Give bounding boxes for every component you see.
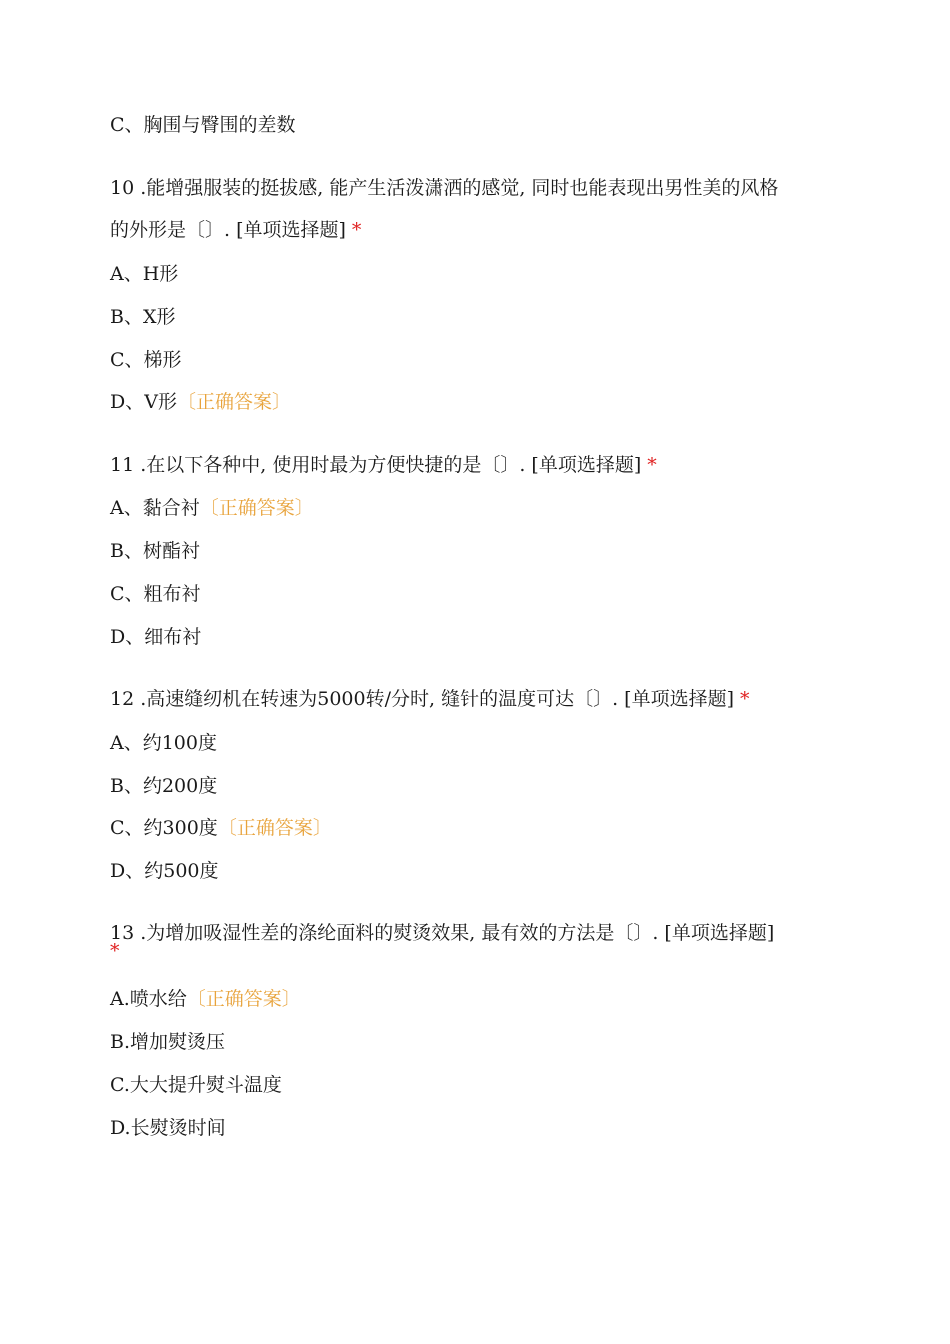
option-b[interactable] bbox=[110, 539, 200, 563]
option-c[interactable] bbox=[110, 582, 201, 606]
option-b[interactable] bbox=[110, 1030, 225, 1054]
option-text: B、树酯衬 bbox=[110, 540, 200, 562]
option-b[interactable] bbox=[110, 305, 176, 329]
option-c[interactable] bbox=[110, 348, 182, 372]
option-text: B、约200度 bbox=[110, 775, 218, 797]
option-d[interactable] bbox=[110, 390, 291, 414]
question-text: 13 .为增加吸湿性差的涤纶面料的熨烫效果, 最有效的方法是〔〕. [单项选择题] bbox=[110, 922, 775, 944]
question-text: 10 .能增强服装的挺拔感, 能产生活泼潇洒的感觉, 同时也能表现出男性美的风格 bbox=[110, 177, 779, 199]
option-a[interactable] bbox=[110, 496, 314, 520]
correct-answer-tag: 〔正确答案〕 bbox=[176, 391, 291, 413]
option-d[interactable] bbox=[110, 859, 219, 883]
correct-answer-tag: 〔正确答案〕 bbox=[199, 497, 314, 519]
option-text: A、约100度 bbox=[110, 732, 217, 754]
correct-answer-tag: 〔正确答案〕 bbox=[217, 817, 332, 839]
option-b[interactable] bbox=[110, 774, 217, 798]
question-text: 12 .高速缝纫机在转速为5000转/分时, 缝针的温度可达〔〕. [单项选择题] bbox=[110, 688, 734, 710]
option-text: B、X形 bbox=[110, 306, 176, 328]
option-c[interactable] bbox=[110, 1073, 282, 1097]
option-text: C、胸围与臀围的差数 bbox=[110, 114, 296, 136]
option-text: A.喷水给 bbox=[110, 988, 187, 1010]
correct-answer-tag: 〔正确答案〕 bbox=[186, 988, 301, 1010]
option-text: A、H形 bbox=[110, 263, 179, 285]
question-11-text bbox=[110, 450, 657, 477]
option-text: D、V形 bbox=[110, 391, 177, 413]
option-text: A、黏合衬 bbox=[110, 497, 200, 519]
question-12-text bbox=[110, 684, 750, 711]
option-text: B.增加熨烫压 bbox=[110, 1031, 226, 1053]
option-text: D.长熨烫时间 bbox=[110, 1117, 226, 1139]
option-text: C、梯形 bbox=[110, 349, 182, 371]
option-c[interactable] bbox=[110, 816, 332, 840]
required-mark: * bbox=[351, 219, 362, 241]
option-a[interactable] bbox=[110, 262, 178, 286]
question-13-text bbox=[110, 918, 774, 945]
option-a[interactable] bbox=[110, 987, 301, 1011]
option-text: C、粗布衬 bbox=[110, 583, 201, 605]
option-text: C.大大提升熨斗温度 bbox=[110, 1074, 282, 1096]
question-10-text bbox=[110, 173, 778, 200]
required-mark: * bbox=[647, 454, 657, 476]
question-13-required bbox=[110, 940, 120, 962]
option-d[interactable] bbox=[110, 625, 201, 649]
question-10-text-cont bbox=[110, 215, 361, 242]
option-d[interactable] bbox=[110, 1116, 226, 1140]
required-mark: * bbox=[740, 688, 750, 710]
question-text: 11 .在以下各种中, 使用时最为方便快捷的是〔〕. [单项选择题] bbox=[110, 454, 642, 476]
option-text: D、约500度 bbox=[110, 860, 219, 882]
option-text: D、细布衬 bbox=[110, 626, 202, 648]
option-a[interactable] bbox=[110, 731, 217, 755]
option-text: C、约300度 bbox=[110, 817, 218, 839]
question-text: 的外形是〔〕. [单项选择题] bbox=[110, 219, 346, 241]
required-mark: * bbox=[110, 940, 120, 962]
